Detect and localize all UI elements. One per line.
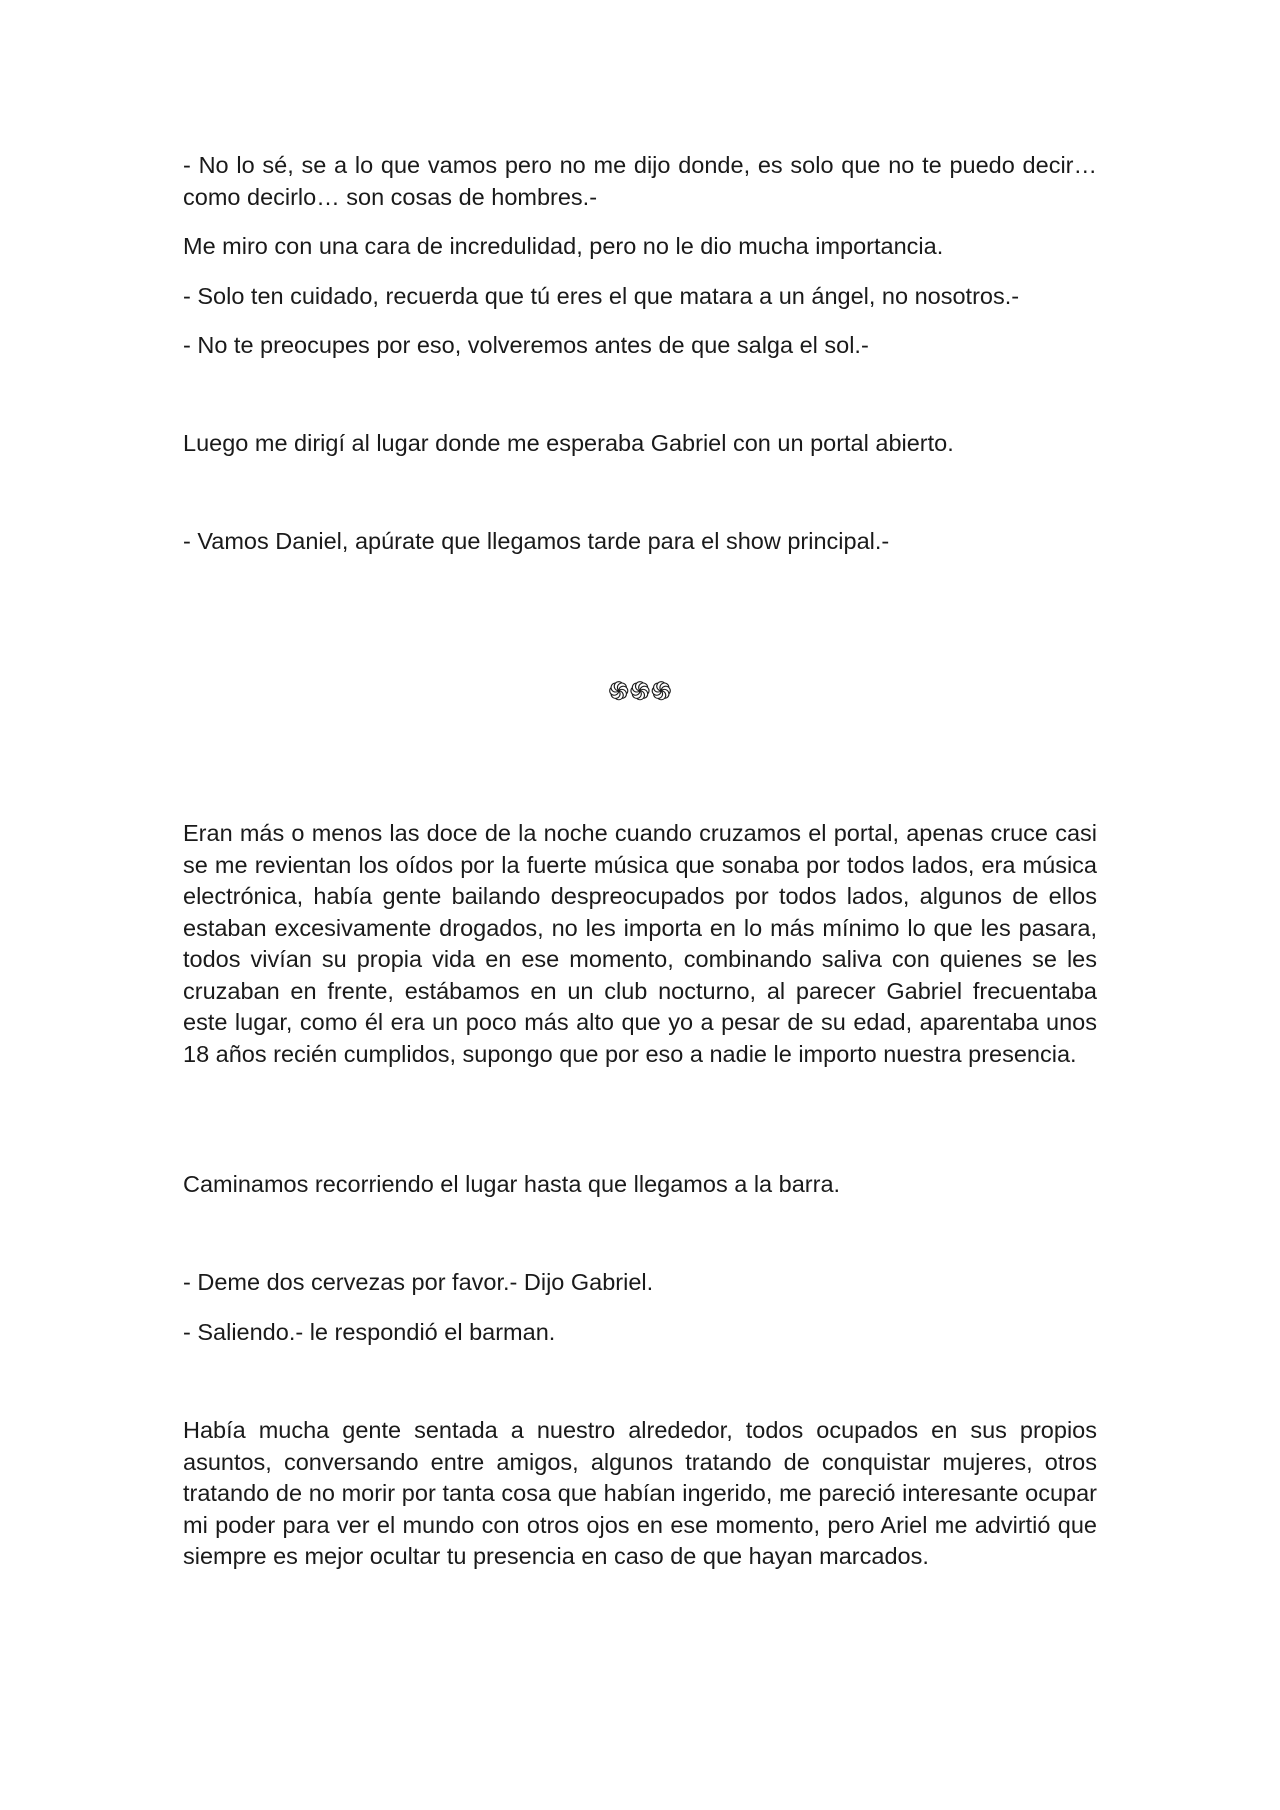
paragraph-11: Había mucha gente sentada a nuestro alrededor, todos ocupados en sus propios asuntos, conversando entre amigos, algunos tratando de conquistar mujeres, otros tratando de no morir por tanta cosa que habían ingerido, me pareció interesante ocupar mi poder para ver el mundo con otros ojos en ese momento, pero Ariel me advirtió que siempre es mejor ocultar tu presencia en caso de que hayan marcados. [183, 1417, 1097, 1569]
paragraph-9: - Deme dos cervezas por favor.- Dijo Gabriel. [183, 1269, 654, 1295]
paragraph-10: - Saliendo.- le respondió el barman. [183, 1319, 556, 1345]
paragraph-4: - No te preocupes por eso, volveremos antes de que salga el sol.- [183, 332, 869, 358]
paragraph-2: Me miro con una cara de incredulidad, pero no le dio mucha importancia. [183, 233, 944, 259]
paragraph-7: Eran más o menos las doce de la noche cuando cruzamos el portal, apenas cruce casi se me revientan los oídos por la fuerte música que sonaba por todos lados, era música electrónica, había gente bailando despreocupados por todos lados, algunos de ellos estaban excesivamente drogados, no les importa en lo más mínimo lo que les pasara, todos vivían su propia vida en ese momento, combinando saliva con quienes se les cruzaban en frente, estábamos en un club nocturno, al parecer Gabriel frecuentaba este lugar, como él era un poco más alto que yo a pesar de su edad, aparentaba unos 18 años recién cumplidos, supongo que por eso a nadie le importo nuestra presencia. [183, 820, 1097, 1067]
paragraph-5: Luego me dirigí al lugar donde me esperaba Gabriel con un portal abierto. [183, 430, 954, 456]
paragraph-1: - No lo sé, se a lo que vamos pero no me dijo donde, es solo que no te puedo decir… como decirlo… son cosas de hombres.- [183, 152, 1097, 210]
paragraph-8: Caminamos recorriendo el lugar hasta que llegamos a la barra. [183, 1171, 841, 1197]
paragraph-3: - Solo ten cuidado, recuerda que tú eres el que matara a un ángel, no nosotros.- [183, 283, 1020, 309]
paragraph-6: - Vamos Daniel, apúrate que llegamos tarde para el show principal.- [183, 528, 890, 554]
section-break-ornament: ֍֍֍ [608, 677, 672, 707]
